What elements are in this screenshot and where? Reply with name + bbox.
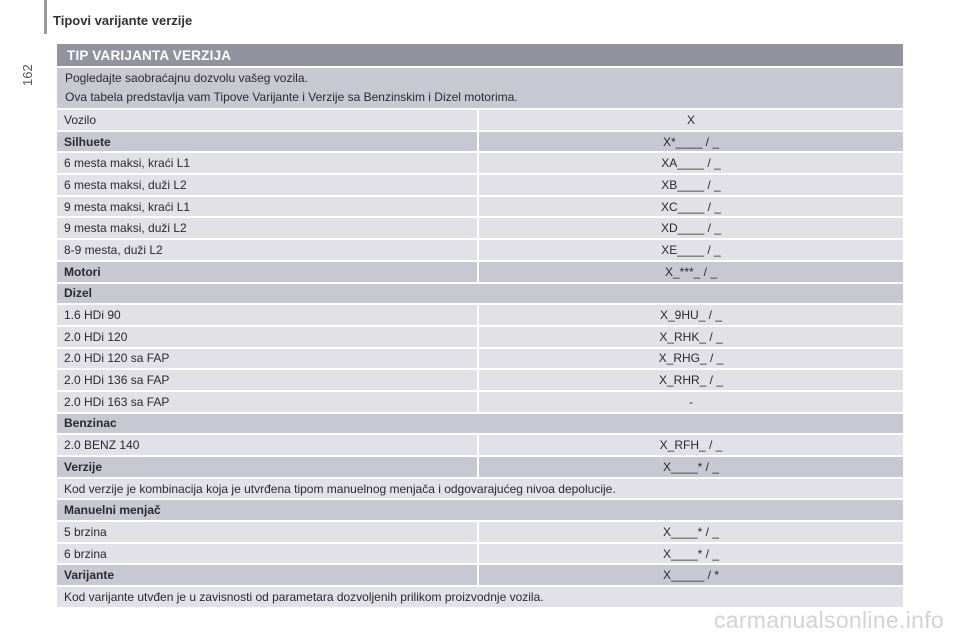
row-code: X_9HU_ / _	[479, 305, 903, 325]
table-row	[57, 587, 903, 607]
table-row	[57, 414, 903, 434]
table-row	[57, 349, 903, 369]
table-row	[57, 175, 903, 195]
row-label: 9 mesta maksi, kraći L1	[57, 197, 477, 217]
row-code: X_***_ / _	[479, 262, 903, 282]
table-row	[57, 500, 903, 520]
table-row	[57, 153, 903, 173]
row-code: XB____ / _	[479, 175, 903, 195]
row-label: 9 mesta maksi, duži L2	[57, 218, 477, 238]
row-label: 1.6 HDi 90	[57, 305, 477, 325]
row-code: X____* / _	[479, 522, 903, 542]
row-code: X_RHG_ / _	[479, 349, 903, 369]
table-intro	[57, 68, 903, 108]
table-row	[57, 197, 903, 217]
table-row	[57, 284, 903, 304]
type-variant-version-table	[57, 44, 903, 609]
row-code: X____* / _	[479, 457, 903, 477]
row-code: XC____ / _	[479, 197, 903, 217]
row-code: X_RHR_ / _	[479, 370, 903, 390]
section-title: Tipovi varijante verzije	[53, 13, 193, 28]
table-row	[57, 435, 903, 455]
row-note: Kod varijante utvđen je u zavisnosti od parametara dozvoljenih prilikom proizvodnje vozila.	[57, 587, 903, 607]
row-group-heading: Dizel	[57, 284, 903, 304]
table-row	[57, 110, 903, 130]
row-label: Vozilo	[57, 110, 477, 130]
table-row	[57, 457, 903, 477]
row-label: 2.0 HDi 120 sa FAP	[57, 349, 477, 369]
row-group-heading: Manuelni menjač	[57, 500, 903, 520]
row-label: 5 brzina	[57, 522, 477, 542]
row-label: 8-9 mesta, duži L2	[57, 240, 477, 260]
table-row	[57, 327, 903, 347]
row-label: 6 mesta maksi, kraći L1	[57, 153, 477, 173]
table-row	[57, 544, 903, 564]
table-row	[57, 479, 903, 499]
row-code: X_RHK_ / _	[479, 327, 903, 347]
row-label: 2.0 HDi 120	[57, 327, 477, 347]
watermark: carmanualsonline.info	[713, 607, 944, 633]
row-label: Silhuete	[57, 132, 477, 152]
section-marker-bar	[44, 0, 47, 34]
row-code: X_____ / *	[479, 565, 903, 585]
table-row	[57, 370, 903, 390]
row-label: 2.0 BENZ 140	[57, 435, 477, 455]
page-number: 162	[20, 64, 35, 86]
intro-line-1: Pogledajte saobraćajnu dozvolu vašeg vozila.	[65, 71, 308, 85]
row-code: X_RFH_ / _	[479, 435, 903, 455]
table-row	[57, 392, 903, 412]
row-code: X____* / _	[479, 544, 903, 564]
row-note: Kod verzije je kombinacija koja je utvrđena tipom manuelnog menjača i odgovarajućeg nivoa depolucije.	[57, 479, 903, 499]
intro-line-2: Ova tabela predstavlja vam Tipove Varijante i Verzije sa Benzinskim i Dizel motorima.	[65, 90, 518, 104]
table-row	[57, 522, 903, 542]
row-code: -	[479, 392, 903, 412]
row-label: Varijante	[57, 565, 477, 585]
table-row	[57, 262, 903, 282]
row-code: XE____ / _	[479, 240, 903, 260]
row-label: 6 mesta maksi, duži L2	[57, 175, 477, 195]
row-label: Verzije	[57, 457, 477, 477]
table-row	[57, 565, 903, 585]
table-title: TIP VARIJANTA VERZIJA	[57, 44, 903, 66]
table-row	[57, 218, 903, 238]
row-label: 2.0 HDi 163 sa FAP	[57, 392, 477, 412]
table-row	[57, 240, 903, 260]
table-row	[57, 305, 903, 325]
row-label: 6 brzina	[57, 544, 477, 564]
table-row	[57, 132, 903, 152]
row-code: X*____ / _	[479, 132, 903, 152]
table-body	[57, 110, 903, 607]
row-code: X	[479, 110, 903, 130]
row-label: Motori	[57, 262, 477, 282]
row-label: 2.0 HDi 136 sa FAP	[57, 370, 477, 390]
row-group-heading: Benzinac	[57, 414, 903, 434]
row-code: XD____ / _	[479, 218, 903, 238]
row-code: XA____ / _	[479, 153, 903, 173]
